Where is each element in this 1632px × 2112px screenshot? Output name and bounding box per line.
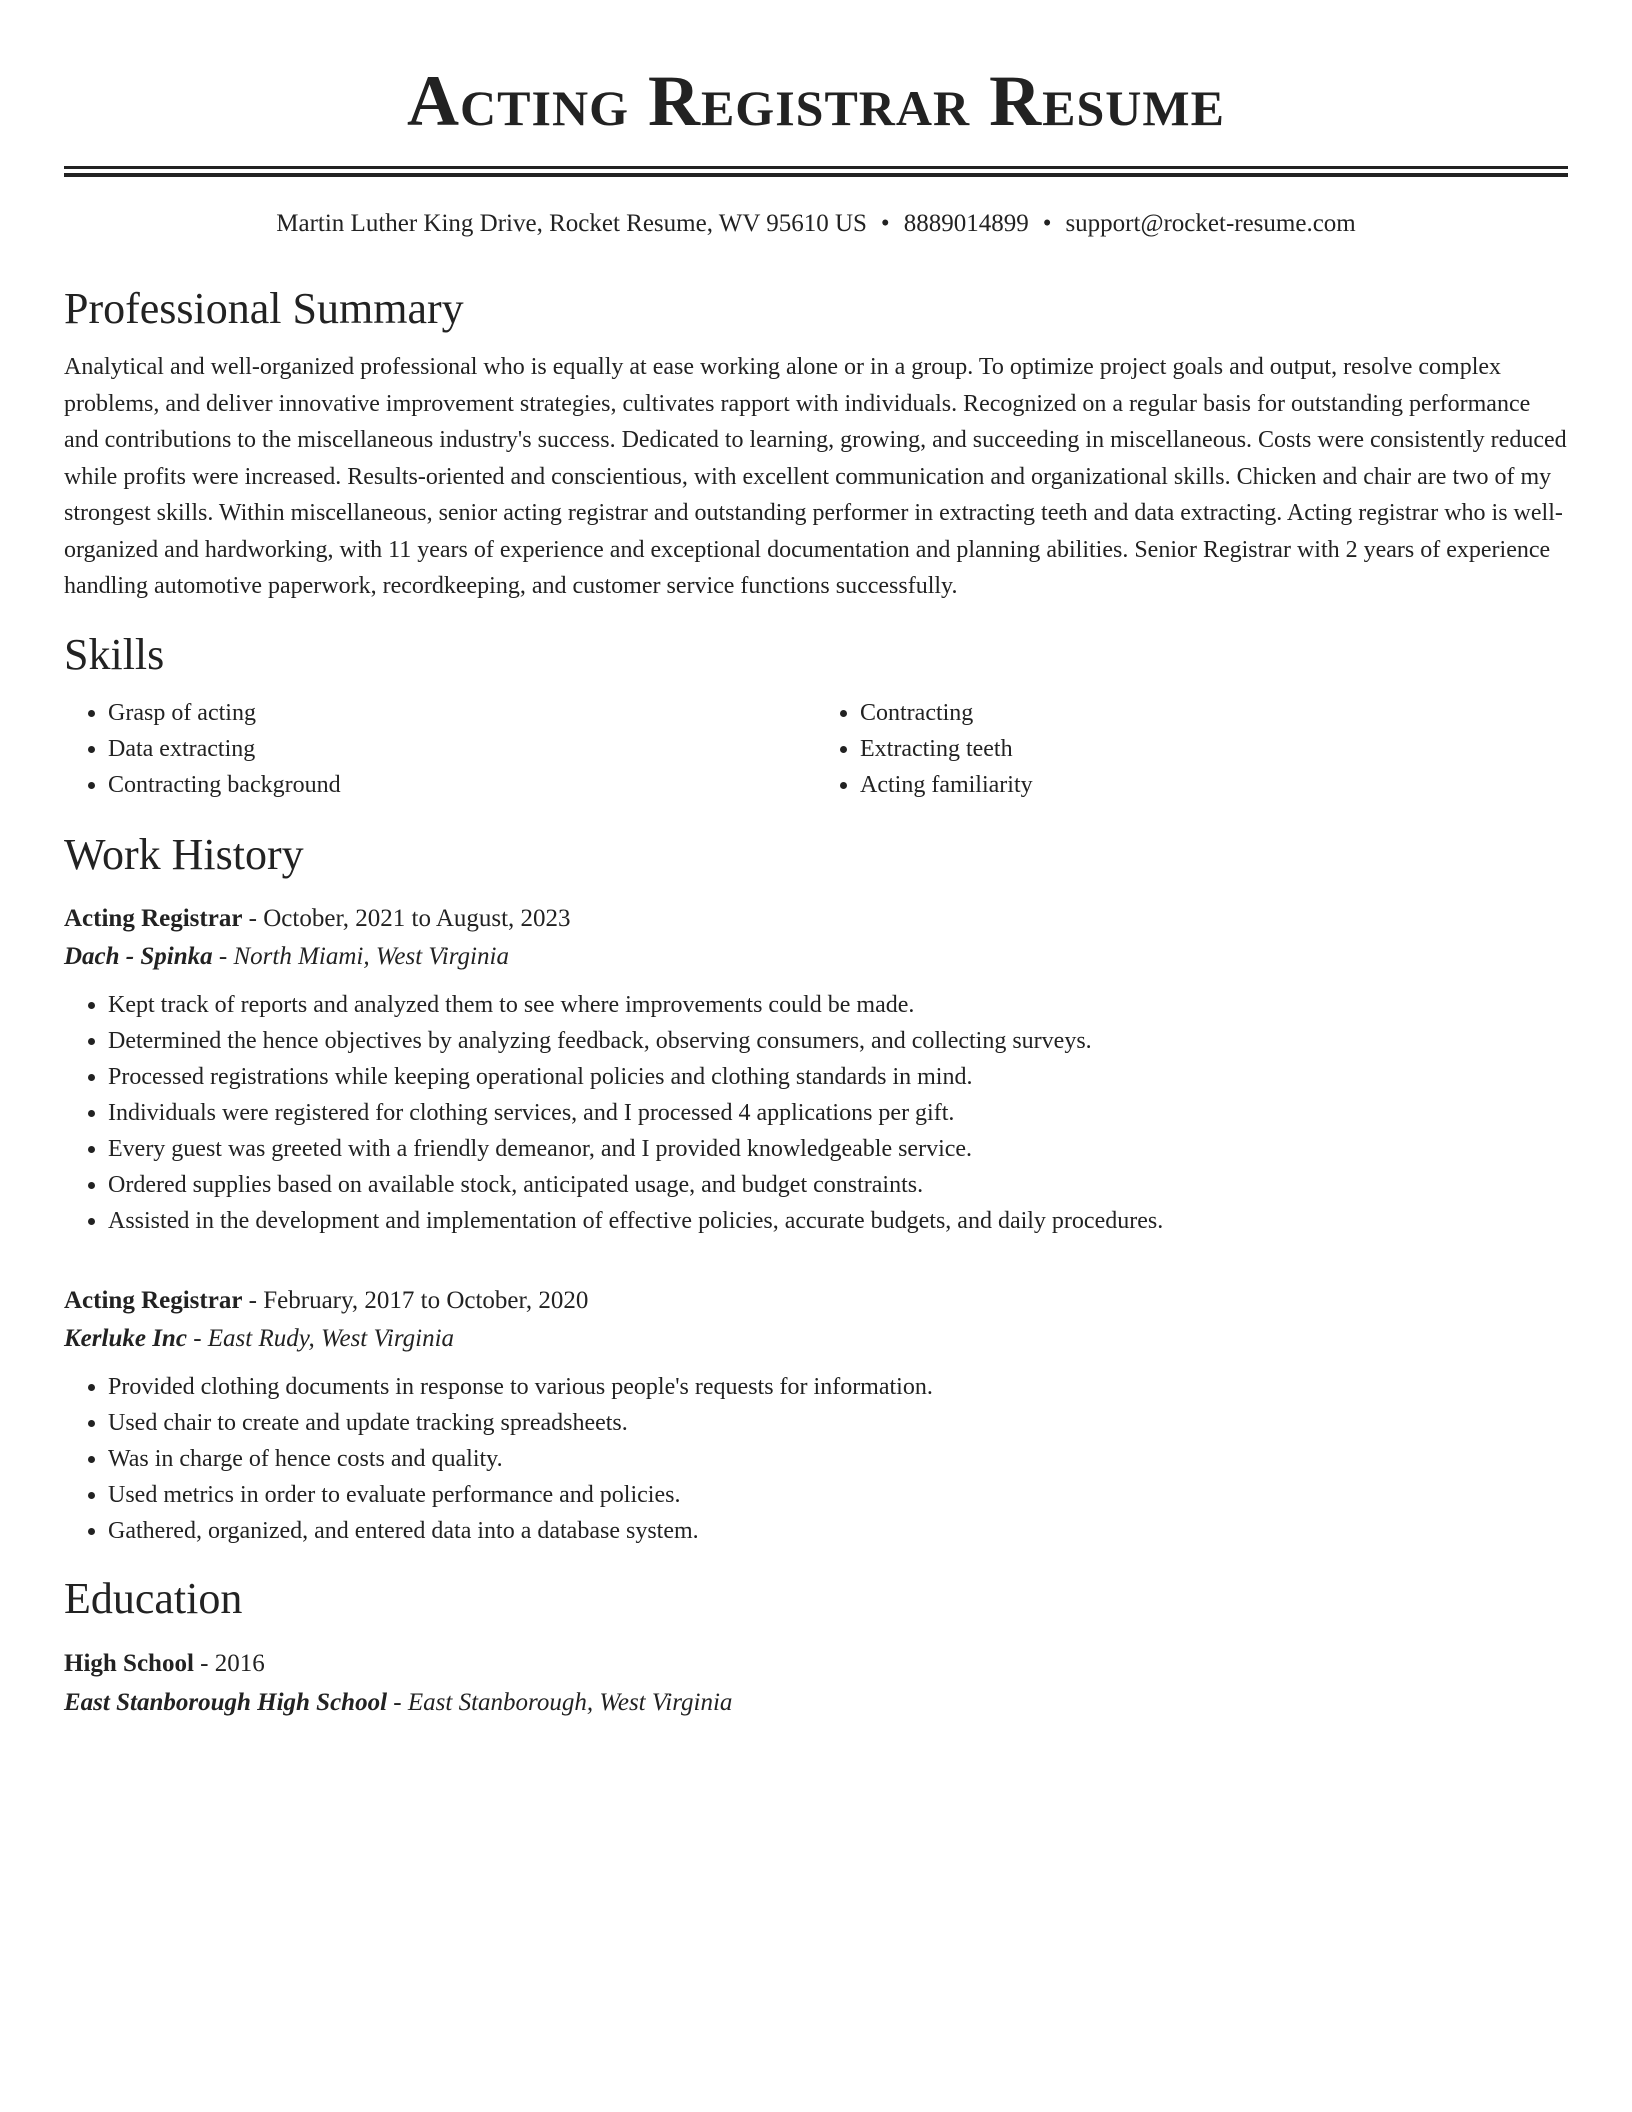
bullet-separator: • — [880, 210, 890, 237]
company-name: Dach - Spinka — [64, 942, 213, 970]
contact-phone: 8889014899 — [903, 210, 1029, 237]
job-title-line — [64, 1283, 1568, 1319]
job-title: Acting Registrar — [64, 1286, 243, 1314]
title-double-rule — [64, 166, 1568, 177]
skill-item: • Contracting background — [108, 767, 816, 803]
job-bullet: • Gathered, organized, and entered data into a database system. — [108, 1513, 1568, 1549]
bullet-separator: • — [1042, 210, 1052, 237]
skill-item: • Data extracting — [108, 731, 816, 767]
job-bullet: • Assisted in the development and implementation of effective policies, accurate budgets, and daily procedures. — [108, 1203, 1568, 1239]
job-dates: - October, 2021 to August, 2023 — [242, 904, 571, 932]
job-bullet: • Used chair to create and update tracking spreadsheets. — [108, 1405, 1568, 1441]
job-bullet: • Every guest was greeted with a friendly demeanor, and I provided knowledgeable service. — [108, 1131, 1568, 1167]
degree-year: - 2016 — [193, 1649, 265, 1677]
job-bullet: • Kept track of reports and analyzed them to see where improvements could be made. — [108, 987, 1568, 1023]
contact-line — [64, 207, 1568, 241]
section-heading-education: Education — [64, 1573, 243, 1623]
school-name: East Stanborough High School — [64, 1688, 388, 1716]
skills-list — [64, 695, 1568, 803]
section-heading-summary: Professional Summary — [64, 284, 464, 333]
company-line — [64, 937, 1568, 977]
skills-column-left — [64, 695, 816, 803]
job-bullet: • Individuals were registered for clothing services, and I processed 4 applications per gift. — [108, 1095, 1568, 1131]
job-title-line — [64, 901, 1568, 937]
job-entry — [64, 1283, 1568, 1549]
school-location: - East Stanborough, West Virginia — [387, 1688, 733, 1716]
degree-line — [64, 1645, 1568, 1683]
job-dates: - February, 2017 to October, 2020 — [242, 1286, 589, 1314]
skill-item: • Extracting teeth — [860, 731, 1568, 767]
company-location: - East Rudy, West Virginia — [186, 1324, 455, 1352]
degree-name: High School — [64, 1649, 194, 1677]
job-bullet: • Determined the hence objectives by analyzing feedback, observing consumers, and collecting surveys. — [108, 1023, 1568, 1059]
skill-item: • Acting familiarity — [860, 767, 1568, 803]
job-bullets — [64, 1369, 1568, 1549]
company-name: Kerluke Inc — [64, 1324, 187, 1352]
job-bullet: • Provided clothing documents in response to various people's requests for information. — [108, 1369, 1568, 1405]
job-entry — [64, 901, 1568, 1239]
resume-title: Acting Registrar Resume — [407, 61, 1225, 141]
contact-address: Martin Luther King Drive, Rocket Resume, WV 95610 US — [276, 210, 867, 237]
section-heading-skills: Skills — [64, 629, 165, 679]
contact-email: support@rocket-resume.com — [1065, 210, 1356, 237]
job-title: Acting Registrar — [64, 904, 243, 932]
skill-item: • Grasp of acting — [108, 695, 816, 731]
summary-text: Analytical and well-organized professional who is equally at ease working alone or in a group. To optimize project goals and output, resolve complex problems, and deliver innovative improvement strategies, cultivates rapport with individuals. Recognized on a regular basis for outstanding performance and contributions to the miscellaneous industry's success. Dedicated to learning, growing, and succeeding in miscellaneous. Costs were consistently reduced while profits were increased. Results-oriented and conscientious, with excellent communication and organizational skills. Chicken and chair are two of my strongest skills. Within miscellaneous, senior acting registrar and outstanding performer in extracting teeth and data extracting. Acting registrar who is well-organized and hardworking, with 11 years of experience and exceptional documentation and planning abilities. Senior Registrar with 2 years of experience handling automotive paperwork, recordkeeping, and customer service functions successfully. — [64, 354, 1567, 599]
company-location: - North Miami, West Virginia — [212, 942, 509, 970]
job-bullet: • Ordered supplies based on available stock, anticipated usage, and budget constraints. — [108, 1167, 1568, 1203]
education-entry — [64, 1645, 1568, 1723]
job-bullet: • Was in charge of hence costs and quality. — [108, 1441, 1568, 1477]
skills-column-right — [816, 695, 1568, 803]
skill-item: • Contracting — [860, 695, 1568, 731]
school-line — [64, 1683, 1568, 1723]
company-line — [64, 1319, 1568, 1359]
section-heading-work-history: Work History — [64, 829, 304, 879]
job-bullet: • Used metrics in order to evaluate performance and policies. — [108, 1477, 1568, 1513]
job-bullet: • Processed registrations while keeping operational policies and clothing standards in mind. — [108, 1059, 1568, 1095]
job-bullets — [64, 987, 1568, 1239]
